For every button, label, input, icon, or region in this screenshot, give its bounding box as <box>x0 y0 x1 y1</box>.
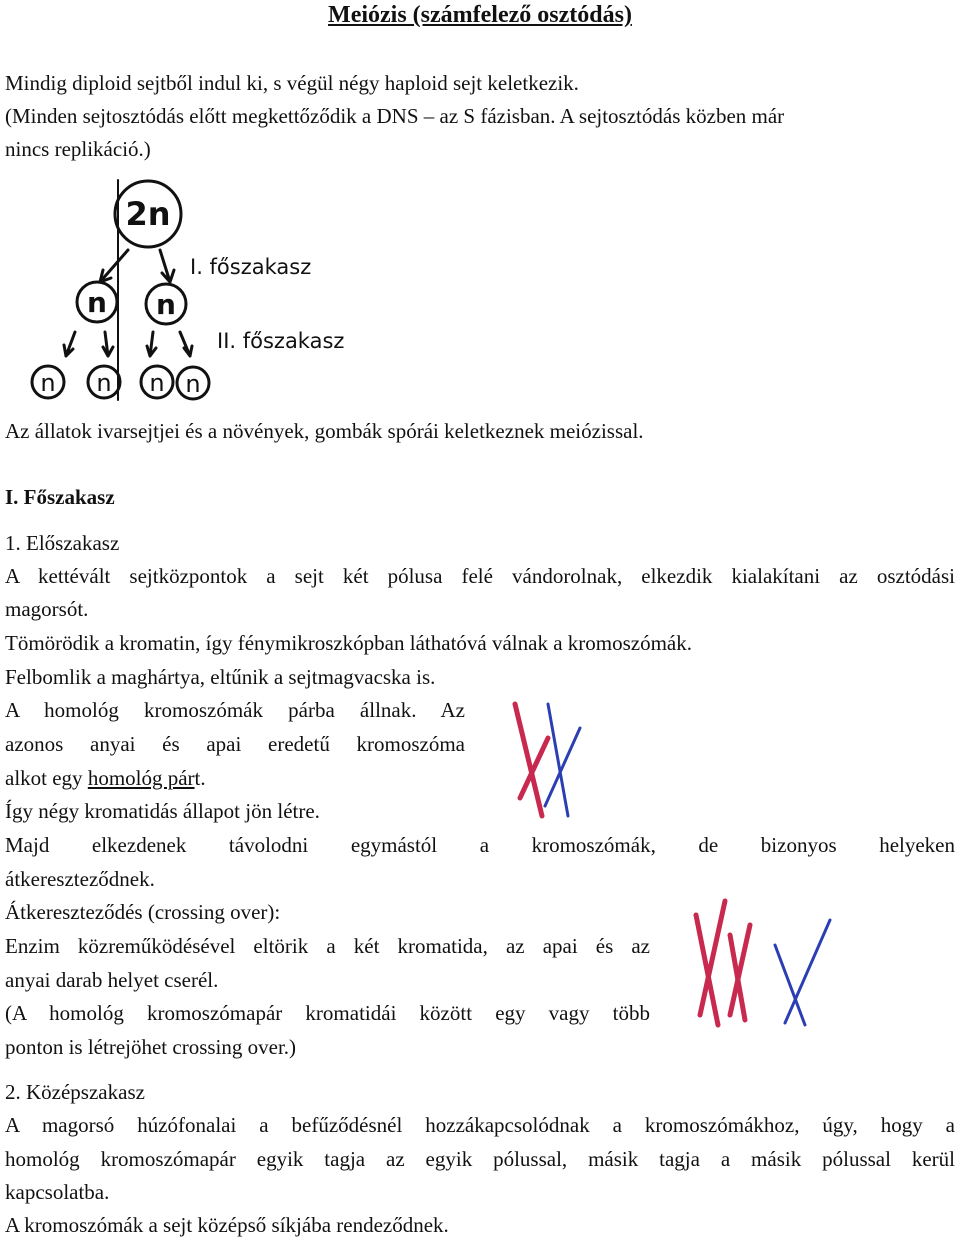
sub1-p4-line3-post: t. <box>194 766 206 790</box>
sub1-p2: Tömörödik a kromatin, így fénymikroszkópban láthatóvá válnak a kromoszómák. <box>5 631 692 655</box>
sub1-p9-line2: ponton is létrejöhet crossing over.) <box>5 1035 297 1059</box>
intro-line-1: Mindig diploid sejtből indul ki, s végül négy haploid sejt keletkezik. <box>5 71 579 95</box>
phase-1-heading: I. Főszakasz <box>5 485 115 509</box>
sub2-p1-line2: homológ kromoszómapár egyik tagja az egyik pólussal, másik tagja a másik pólussal kerül <box>5 1147 955 1171</box>
level-1-label: I. főszakasz <box>190 255 312 279</box>
sub1-p4-line3-pre: alkot egy <box>5 766 88 790</box>
sub1-p1-line1: A kettévált sejtközpontok a sejt két pólusa felé vándorolnak, elkezdik kialakítani az osztódási <box>5 564 955 588</box>
homologous-pair-drawing <box>500 698 590 823</box>
homologous-pair-term: homológ pár <box>87 766 195 790</box>
sub1-p4-line2: azonos anyai és apai eredetű kromoszóma <box>5 732 465 756</box>
intro-line-3: nincs replikáció.) <box>5 137 151 161</box>
meiosis-diagram <box>0 170 400 410</box>
sub1-p4-line1: A homológ kromoszómák párba állnak. Az <box>5 698 465 722</box>
page-title: Meiózis (számfelező osztódás) <box>328 2 632 28</box>
sub1-p4-line3 <box>5 765 206 791</box>
sub-2-heading: 2. Középszakasz <box>5 1080 145 1104</box>
leaf-cell-label-2: n <box>96 369 112 397</box>
mid-cell-label-1: n <box>87 286 107 319</box>
sub1-p3: Felbomlik a maghártya, eltűnik a sejtmagvacska is. <box>5 665 436 689</box>
sub1-p8-line2: anyai darab helyet cserél. <box>5 968 219 992</box>
sub2-p1-line3: kapcsolatba. <box>5 1180 110 1204</box>
sub1-p1-line2: magorsót. <box>5 597 89 621</box>
level-2-label: II. főszakasz <box>217 329 345 353</box>
mid-cell-label-2: n <box>156 288 176 321</box>
sub1-p7: Átkereszteződés (crossing over): <box>5 900 281 924</box>
leaf-cell-label-1: n <box>40 369 56 397</box>
animals-sentence: Az állatok ivarsejtjei és a növények, gombák spórái keletkeznek meiózissal. <box>5 419 644 443</box>
sub1-p9-line1: (A homológ kromoszómapár kromatidái között egy vagy több <box>5 1001 650 1025</box>
sub1-p6-line1: Majd elkezdenek távolodni egymástól a kromoszómák, de bizonyos helyeken <box>5 833 955 857</box>
sub1-p5: Így négy kromatidás állapot jön létre. <box>5 799 320 823</box>
sub-1-heading: 1. Előszakasz <box>5 531 120 555</box>
sub1-p8-line1: Enzim közreműködésével eltörik a két kromatida, az apai és az <box>5 934 650 958</box>
leaf-cell-label-4: n <box>185 370 201 398</box>
sub2-p1-line1: A magorsó húzófonalai a befűződésnél hozzákapcsolódnak a kromoszómákhoz, úgy, hogy a <box>5 1113 955 1137</box>
sub1-p6-line2: átkereszteződnek. <box>5 867 155 891</box>
leaf-cell-label-3: n <box>149 369 165 397</box>
crossing-over-drawing <box>690 895 840 1040</box>
intro-line-2: (Minden sejtosztódás előtt megkettőződik a DNS – az S fázisban. A sejtosztódás közben már <box>5 104 785 128</box>
sub2-p2: A kromoszómák a sejt középső síkjába rendeződnek. <box>5 1213 449 1237</box>
root-cell-label: 2n <box>125 195 171 233</box>
